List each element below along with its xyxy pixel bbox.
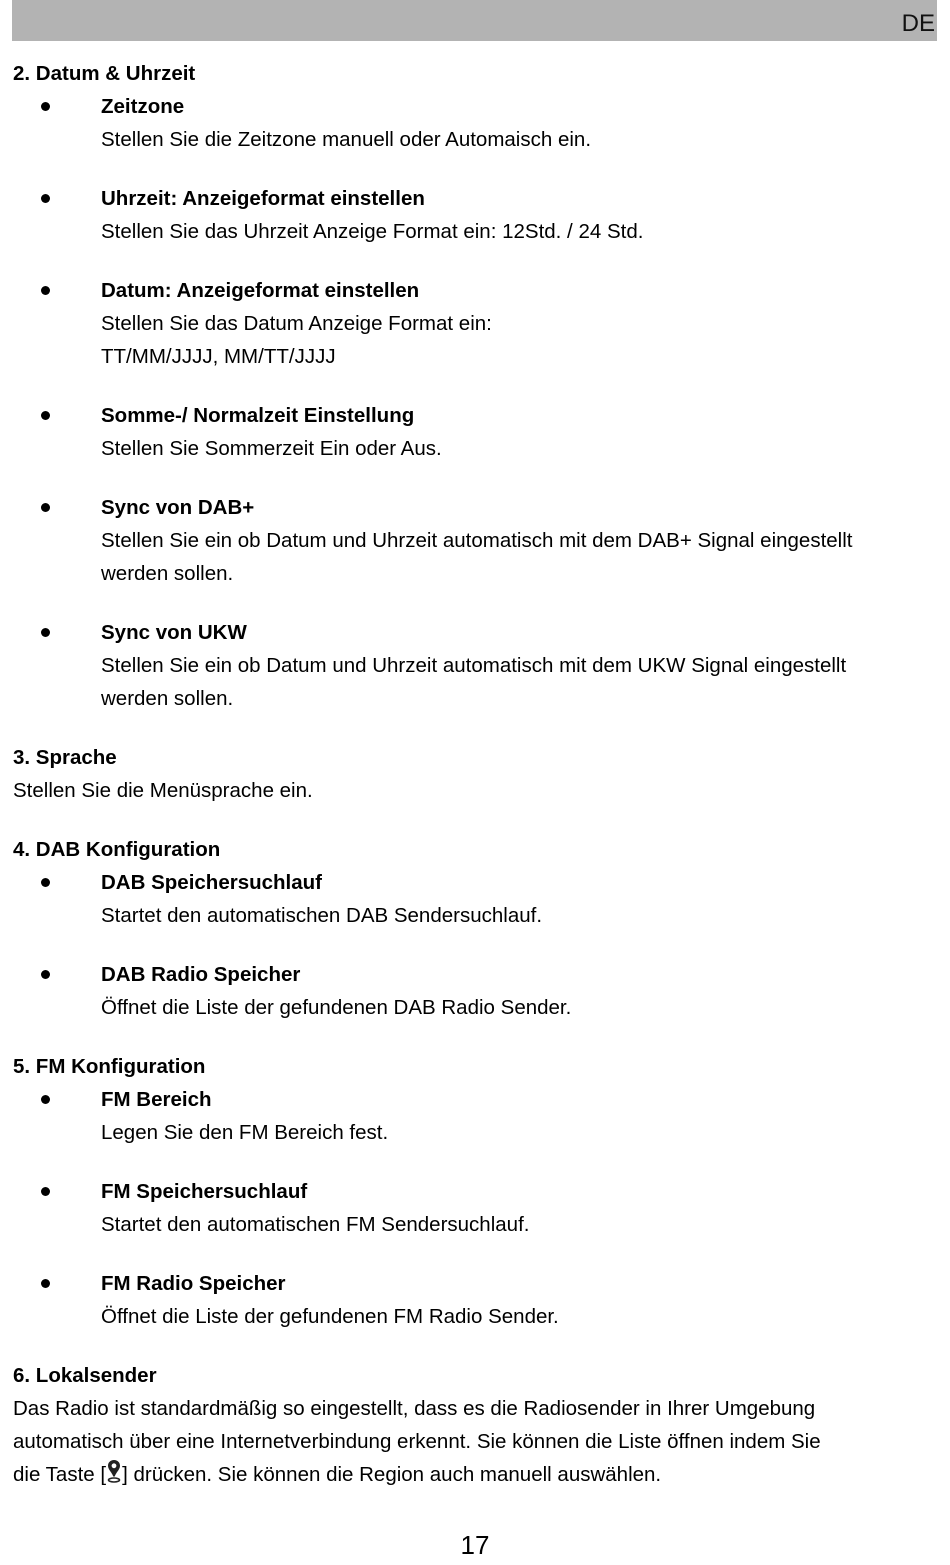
bullet-icon [39, 274, 51, 307]
item-title: Somme-/ Normalzeit Einstellung [101, 404, 415, 427]
list-item [13, 1267, 938, 1333]
item-description: Stellen Sie das Uhrzeit Anzeige Format ein: 12Std. / 24 Std. [101, 220, 644, 243]
item-title: FM Radio Speicher [101, 1272, 286, 1295]
item-description-continued: werden sollen. [101, 562, 234, 585]
item-title: Zeitzone [101, 95, 185, 118]
bullet-icon [39, 182, 51, 215]
item-title: Uhrzeit: Anzeigeformat einstellen [101, 187, 425, 210]
item-description: Öffnet die Liste der gefundenen DAB Radio Sender. [101, 996, 572, 1019]
item-title: FM Speichersuchlauf [101, 1180, 308, 1203]
paragraph-text-before-icon: die Taste [ [13, 1463, 107, 1486]
list-item [13, 399, 938, 465]
item-description: Stellen Sie ein ob Datum und Uhrzeit automatisch mit dem DAB+ Signal eingestellt [101, 529, 853, 552]
bullet-icon [39, 1083, 51, 1116]
paragraph-line-with-icon [13, 1458, 938, 1491]
section-title-sprache: 3. Sprache [13, 746, 117, 769]
item-description: Öffnet die Liste der gefundenen FM Radio Sender. [101, 1305, 559, 1328]
list-item [13, 182, 938, 248]
page-number: 17 [460, 1530, 490, 1560]
list-item [13, 616, 938, 715]
item-description: Startet den automatischen FM Sendersuchlauf. [101, 1213, 530, 1236]
bullet-icon [39, 1175, 51, 1208]
list-item [13, 90, 938, 156]
paragraph-line: automatisch über eine Internetverbindung erkennt. Sie können die Liste öffnen indem Sie [13, 1430, 821, 1453]
item-description: Stellen Sie ein ob Datum und Uhrzeit automatisch mit dem UKW Signal eingestellt [101, 654, 847, 677]
list-item [13, 491, 938, 590]
list-item [13, 1083, 938, 1149]
bullet-icon [39, 866, 51, 899]
bullet-icon [39, 491, 51, 524]
bullet-icon [39, 958, 51, 991]
section-title-fm: 5. FM Konfiguration [13, 1055, 206, 1078]
item-title: DAB Speichersuchlauf [101, 871, 322, 894]
list-item [13, 274, 938, 373]
item-description: Stellen Sie Sommerzeit Ein oder Aus. [101, 437, 442, 460]
header-bar [12, 0, 937, 41]
item-description-continued: werden sollen. [101, 687, 234, 710]
paragraph-text-after-icon: ] drücken. Sie können die Region auch manuell auswählen. [122, 1463, 662, 1486]
language-label: DE [901, 10, 935, 37]
item-description: Startet den automatischen DAB Sendersuchlauf. [101, 904, 543, 927]
item-description-continued: TT/MM/JJJJ, MM/TT/JJJJ [101, 345, 336, 368]
item-title: Sync von UKW [101, 621, 247, 644]
list-item [13, 1175, 938, 1241]
item-description: Legen Sie den FM Bereich fest. [101, 1121, 389, 1144]
location-pin-icon [107, 1459, 121, 1483]
bullet-icon [39, 616, 51, 649]
list-item [13, 958, 938, 1024]
item-description: Stellen Sie die Zeitzone manuell oder Automaisch ein. [101, 128, 592, 151]
bullet-icon [39, 1267, 51, 1300]
section-title-dab: 4. DAB Konfiguration [13, 838, 221, 861]
paragraph-line: Das Radio ist standardmäßig so eingestellt, dass es die Radiosender in Ihrer Umgebung [13, 1397, 816, 1420]
bullet-icon [39, 90, 51, 123]
item-description: Stellen Sie das Datum Anzeige Format ein: [101, 312, 492, 335]
bullet-icon [39, 399, 51, 432]
list-item [13, 866, 938, 932]
item-title: DAB Radio Speicher [101, 963, 301, 986]
item-title: FM Bereich [101, 1088, 212, 1111]
section-title-lokal: 6. Lokalsender [13, 1364, 157, 1387]
item-title: Sync von DAB+ [101, 496, 255, 519]
section-title-datum: 2. Datum & Uhrzeit [13, 62, 196, 85]
item-title: Datum: Anzeigeformat einstellen [101, 279, 420, 302]
section-text: Stellen Sie die Menüsprache ein. [13, 779, 313, 802]
document-body [13, 57, 938, 1491]
